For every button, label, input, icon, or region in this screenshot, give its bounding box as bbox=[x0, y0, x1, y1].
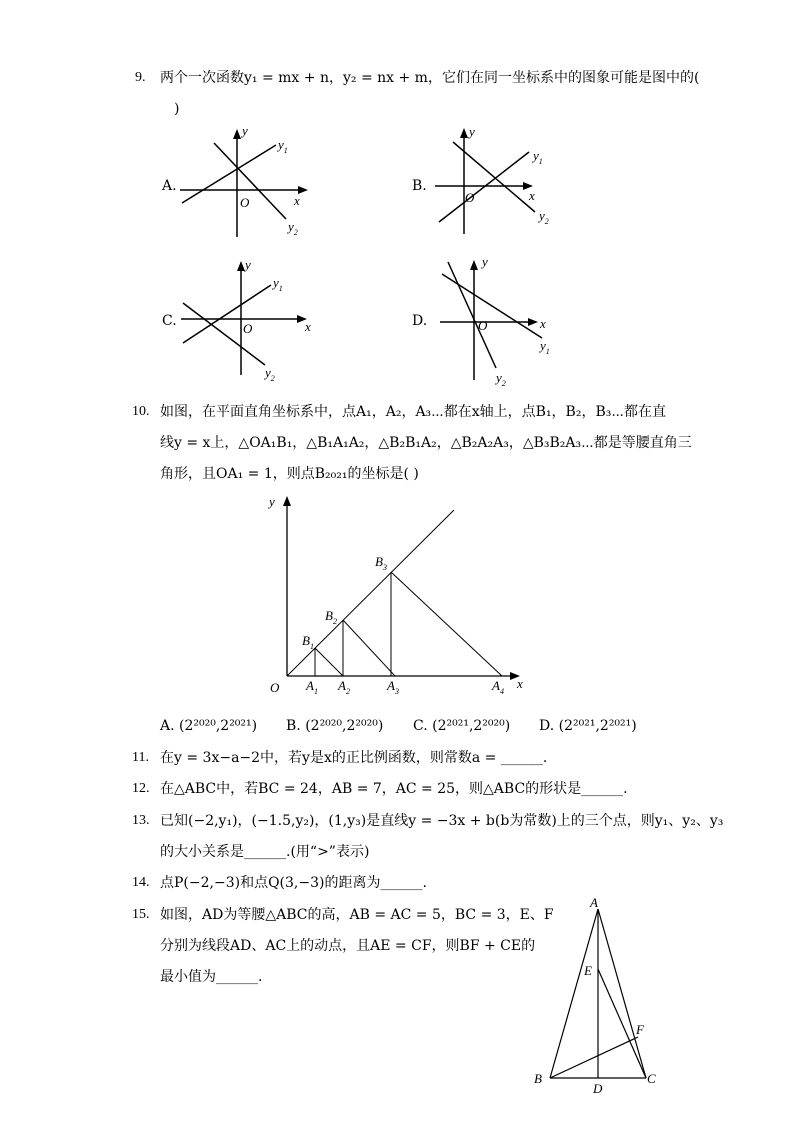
label-b2: $B_2$ bbox=[325, 608, 337, 626]
segment-bf bbox=[550, 1037, 638, 1078]
q9-option-c-label: C. bbox=[162, 313, 177, 329]
origin-label: O bbox=[243, 321, 253, 336]
q10-choice-c: C. (2²⁰²¹,2²⁰²⁰) bbox=[413, 718, 511, 734]
y1-label: $y_1$ bbox=[540, 338, 550, 356]
q15-line2: 分别为线段AD、AC上的动点，且AE = CF，则BF + CE的 bbox=[160, 938, 536, 954]
q9-option-b-label: B. bbox=[412, 178, 427, 194]
q9-graph-d bbox=[430, 250, 580, 390]
q9-option-a-label: A. bbox=[162, 178, 177, 194]
q10-choice-d: D. (2²⁰²¹,2²⁰²¹) bbox=[539, 718, 637, 734]
q10-line1: 如图，在平面直角坐标系中，点A₁，A₂，A₃⋯都在x轴上，点B₁，B₂，B₃⋯都在直 bbox=[160, 404, 666, 420]
x-axis-label: x bbox=[294, 193, 300, 208]
label-f: F bbox=[636, 1022, 644, 1037]
label-e: E bbox=[584, 963, 592, 978]
x-axis-label: x bbox=[540, 316, 546, 331]
q15-figure bbox=[530, 895, 670, 1100]
origin-label: O bbox=[478, 318, 488, 333]
q13-number: 13. bbox=[132, 813, 150, 828]
y-axis-arrow bbox=[283, 496, 291, 506]
y-axis-arrow bbox=[233, 129, 241, 139]
x-axis-label: x bbox=[305, 319, 311, 334]
line-y1 bbox=[439, 152, 529, 222]
q10-line3: 角形，且OA₁ = 1，则点B₂₀₂₁的坐标是( ) bbox=[160, 466, 419, 482]
y-axis-label: y bbox=[269, 494, 275, 509]
label-a3: $A_3$ bbox=[387, 678, 399, 696]
y1-label: $y_1$ bbox=[273, 275, 283, 293]
q9-number: 9. bbox=[135, 70, 146, 85]
q13-line2: 的大小关系是______.(用“>”表示) bbox=[160, 844, 370, 860]
y2-label: $y_2$ bbox=[496, 370, 506, 388]
origin-label: O bbox=[270, 680, 280, 695]
line-y1 bbox=[183, 285, 271, 343]
y-axis-arrow bbox=[460, 128, 468, 138]
q11-number: 11. bbox=[132, 750, 149, 765]
q11-text: 在y = 3x−a−2中，若y是x的正比例函数，则常数a = ______. bbox=[160, 750, 548, 766]
q9-graph-c bbox=[175, 255, 335, 385]
y2-label: $y_2$ bbox=[265, 365, 275, 383]
y-axis-label: y bbox=[242, 123, 248, 138]
q14-text: 点P(−2,−3)和点Q(3,−3)的距离为______. bbox=[160, 875, 427, 891]
y-axis-arrow bbox=[470, 260, 478, 270]
segment-b2a3 bbox=[343, 620, 395, 676]
q10-choice-a: A. (2²⁰²⁰,2²⁰²¹) bbox=[160, 718, 258, 734]
y-axis-label: y bbox=[245, 257, 251, 272]
x-axis-label: x bbox=[529, 188, 535, 203]
origin-label: O bbox=[240, 195, 250, 210]
q10-line2: 线y = x上，△OA₁B₁，△B₁A₁A₂，△B₂B₁A₂，△B₂A₂A₃，△B₃B₂A₃⋯都是等腰直角三 bbox=[160, 435, 692, 451]
y-axis-label: y bbox=[482, 254, 488, 269]
q13-line1: 已知(−2,y₁)，(−1.5,y₂)，(1,y₃)是直线y = −3x + b(b为常数)上的三个点，则y₁、y₂、y₃ bbox=[160, 813, 724, 829]
y-axis-arrow bbox=[237, 261, 245, 271]
x-axis-label: x bbox=[517, 676, 523, 691]
x-axis-arrow bbox=[528, 318, 538, 326]
label-b1: $B_1$ bbox=[302, 633, 314, 651]
segment-b1a2 bbox=[315, 648, 343, 676]
q10-number: 10. bbox=[132, 404, 150, 419]
segment-b3a4 bbox=[391, 572, 502, 676]
segment-ab bbox=[550, 909, 598, 1078]
q12-text: 在△ABC中，若BC = 24，AB = 7，AC = 25，则△ABC的形状是______. bbox=[160, 781, 628, 797]
line-y2 bbox=[448, 262, 496, 368]
line-y-equals-x bbox=[287, 510, 454, 676]
q9-graph-b bbox=[425, 122, 575, 242]
q15-line3: 最小值为______. bbox=[160, 969, 263, 985]
y-axis-label: y bbox=[469, 124, 475, 139]
label-a2: $A_2$ bbox=[338, 678, 350, 696]
y1-label: $y_1$ bbox=[533, 148, 543, 166]
y2-label: $y_2$ bbox=[288, 219, 298, 237]
label-b: B bbox=[534, 1071, 542, 1086]
label-a4: $A_4$ bbox=[492, 678, 504, 696]
q15-line1: 如图，AD为等腰△ABC的高，AB = AC = 5，BC = 3，E、F bbox=[160, 907, 554, 923]
q12-number: 12. bbox=[132, 781, 150, 796]
q9-option-d-label: D. bbox=[412, 313, 428, 329]
label-a1: $A_1$ bbox=[306, 678, 318, 696]
label-b3: $B_3$ bbox=[375, 554, 387, 572]
q9-close-paren: ) bbox=[174, 101, 180, 117]
q10-choice-b: B. (2²⁰²⁰,2²⁰²⁰) bbox=[286, 718, 384, 734]
q9-graph-a bbox=[170, 125, 330, 245]
q15-number: 15. bbox=[132, 907, 150, 922]
origin-label: O bbox=[465, 190, 475, 205]
label-c: C bbox=[647, 1071, 656, 1086]
y2-label: $y_2$ bbox=[539, 208, 549, 226]
q9-text: 两个一次函数y₁ = mx + n，y₂ = nx + m，它们在同一坐标系中的图象可能是图中的( bbox=[160, 70, 700, 86]
label-a: A bbox=[590, 895, 598, 910]
q10-figure bbox=[262, 490, 542, 700]
q14-number: 14. bbox=[132, 875, 150, 890]
line-y2 bbox=[214, 143, 286, 219]
y1-label: $y_1$ bbox=[278, 137, 288, 155]
label-d: D bbox=[593, 1081, 603, 1096]
